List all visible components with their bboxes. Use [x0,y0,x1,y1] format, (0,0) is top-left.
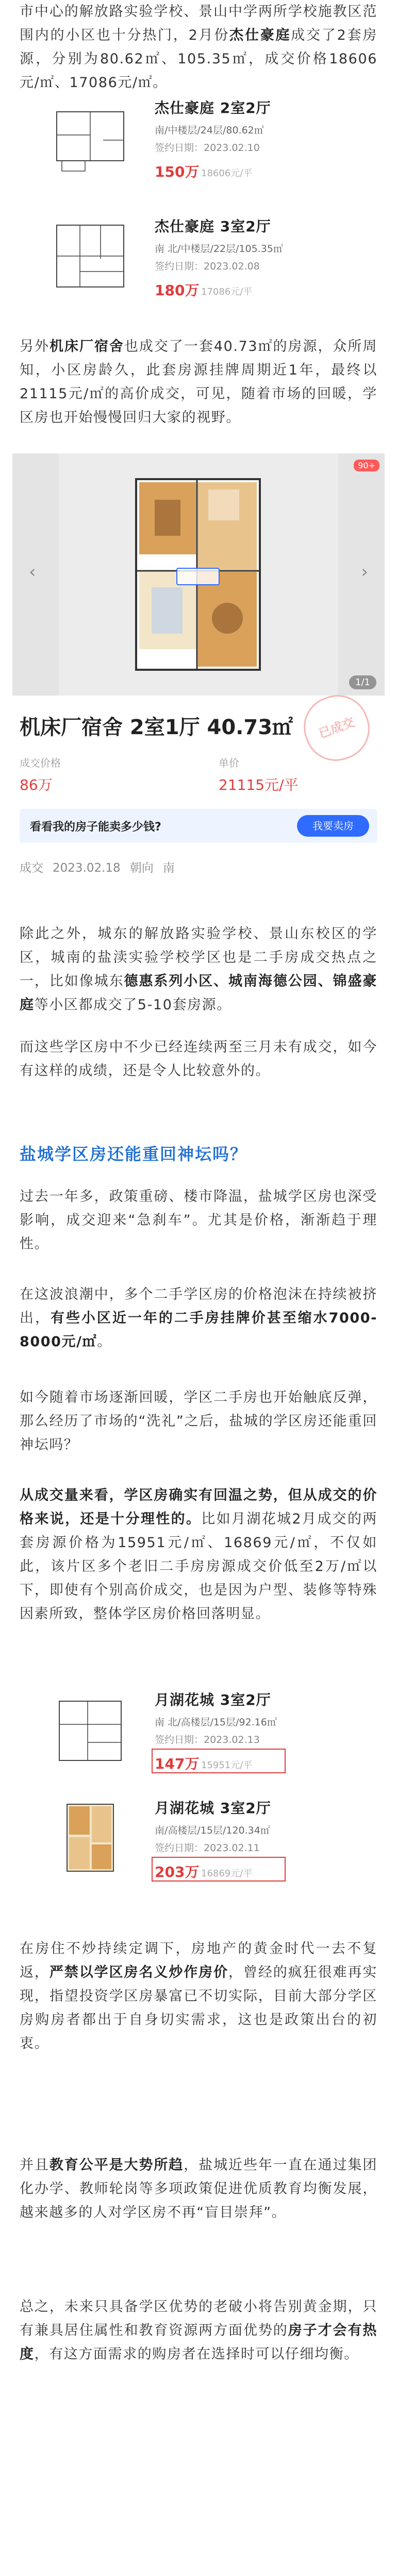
sold-stamp: 已成交 [295,686,378,769]
paragraph: 另外机床厂宿舍也成交了一套40.73㎡的房源，众所周知，小区房龄久，此套房源挂牌周期近1年，最终以21115元/㎡的高价成交，可见，随着市场的回暖，学区房也开始慢慢回归大家的视野。 [20,338,378,426]
floor-plan-icon [52,1799,129,1876]
prev-arrow-icon[interactable]: ‹ [29,562,36,582]
sell-house-button[interactable]: 我要卖房 [297,815,369,837]
listing-card[interactable] [52,211,340,314]
listing-title: 杰仕豪庭 3室2厅 [155,218,271,235]
listing-meta: 南/高楼层/15层/120.34㎡ [155,1825,270,1836]
paragraph: 从成交量来看，学区房确实有回温之势，但从成交的价格来说，还是十分理性的。比如月湖花城2月成交的两套房源价格为15951元/㎡、16869元/㎡，不仅如此，该片区多个老旧二手房房源成交价低至2万/㎡以下，即使有个别高价成交，也是因为户型、装修等特殊因素所致，整体学区房价格回落明显。 [20,1487,377,1622]
listing-card[interactable] [52,93,340,196]
paragraph: 在这波浪潮中，多个二手学区房的价格泡沫在持续被挤出，有些小区近一年的二手房挂牌价甚至缩水7000-8000元/㎡。 [20,1286,377,1350]
unit-price: 21115元/平 [219,776,299,793]
listing-title: 杰仕豪庭 2室2厅 [155,99,271,116]
paragraph: 过去一年多，政策重磅、楼市降温，盐城学区房也深受影响，成交迎来“急刹车”。尤其是价格，渐渐趋于理性。 [20,1189,377,1252]
price-label: 成交价格 [20,757,61,769]
floor-plan-icon [52,217,129,295]
signing-date: 签约日期：2023.02.11 [155,1842,260,1854]
floor-plan-icon [52,1691,129,1768]
image-counter: 1/1 [349,675,376,689]
paragraph: 而这些学区房中不少已经连续两至三月未有成交，如今有这样的成绩，还是令人比较意外的。 [20,1039,377,1079]
floor-plan-photo[interactable] [12,453,385,696]
listing-card[interactable] [52,1685,340,1788]
signing-date: 签约日期：2023.02.13 [155,1734,260,1745]
listing-price: 147万 [155,1755,200,1772]
unit-price: 18606元/平 [201,168,253,179]
listing-card[interactable] [52,1793,340,1896]
signing-date: 签约日期：2023.02.08 [155,261,260,272]
listing-meta: 南 北/中楼层/22层/105.35㎡ [155,243,283,255]
listing-meta: 南 北/高楼层/15层/92.16㎡ [155,1717,277,1728]
unit-price: 15951元/平 [201,1760,253,1771]
next-arrow-icon[interactable]: › [361,562,368,582]
score-badge: 90+ [354,460,379,471]
watermark-logo [176,568,220,585]
paragraph: 除此之外，城东的解放路实验学校、景山东校区的学区，城南的盐渎实验学校学区也是二手房成交热点之一，比如像城东德惠系列小区、城南海德公园、锦盛豪庭等小区都成交了5-10套房源。 [20,926,377,1013]
listing-title: 月湖花城 3室2厅 [155,1691,271,1708]
deal-price: 86万 [20,776,53,793]
listing-title: 月湖花城 3室2厅 [155,1800,271,1817]
intro-paragraph: 市中心的解放路实验学校、景山中学两所学校施教区范围内的小区也十分热门，2月份杰仕豪庭成交了2套房源，分别为80.62㎡、105.35㎡，成交价格18606元/㎡、17086元/㎡。 [20,4,377,91]
valuation-question: 看看我的房子能卖多少钱? [30,821,161,834]
valuation-banner[interactable] [20,809,377,843]
signing-date: 签约日期：2023.02.10 [155,142,260,154]
listing-price: 203万 [155,1863,200,1880]
paragraph: 总之，未来只具备学区优势的老破小将告别黄金期，只有兼具居住属性和教育资源两方面优势的房子才会有热度，有这方面需求的购房者在选择时可以仔细均衡。 [20,2299,377,2362]
listing-title: 机床厂宿舍 2室1厅 40.73㎡ [20,716,293,739]
floor-plan-icon [52,99,129,176]
unit-price: 17086元/平 [201,286,253,297]
section-heading: 盐城学区房还能重回神坛吗？ [20,1144,248,1164]
listing-detail[interactable] [12,453,385,875]
paragraph: 并且教育公平是大势所趋，盐城近些年一直在通过集团化办学、教师轮岗等多项政策促进优质教育均衡发展，越来越多的人对学区房不再“盲目崇拜”。 [20,2157,377,2221]
paragraph: 在房住不炒持续定调下，房地产的黄金时代一去不复返，严禁以学区房名义炒作房价，曾经的疯狂很难再实现，指望投资学区房暴富已不切实际，目前大部分学区房购房者都出于自身切实需求，这也是政策出台的初衷。 [20,1941,378,2052]
listing-price: 150万 [155,163,200,180]
unit-price-label: 单价 [219,757,239,769]
unit-price: 16869元/平 [201,1868,253,1879]
listing-meta: 南/中楼层/24层/80.62㎡ [155,125,264,136]
deal-info-row: 成交 2023.02.18 朝向 南 [20,861,175,875]
listing-price: 180万 [155,282,200,299]
paragraph: 如今随着市场逐渐回暖，学区二手房也开始触底反弹，那么经历了市场的“洗礼”之后，盐城的学区房还能重回神坛吗？ [20,1389,377,1453]
